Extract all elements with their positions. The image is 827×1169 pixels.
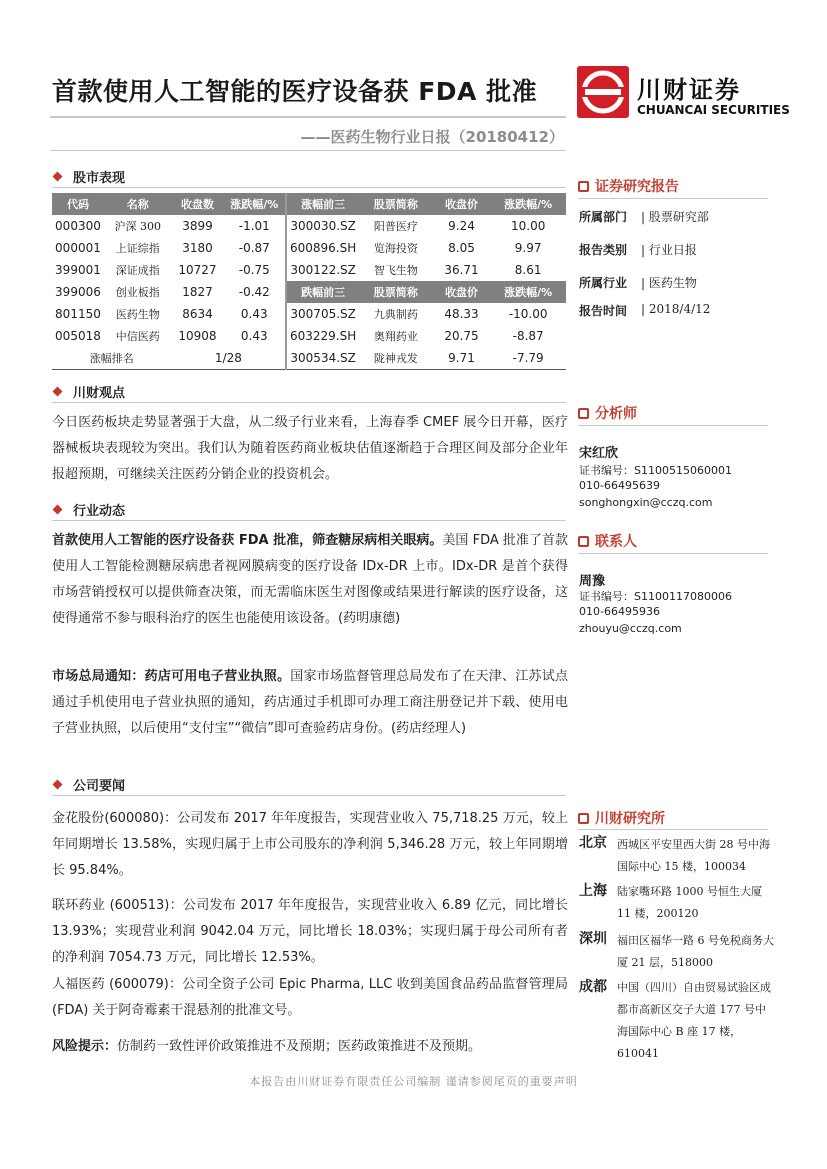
market-performance-table <box>52 193 566 370</box>
table-header-row <box>52 193 566 215</box>
col-header-price: 收盘价 <box>433 193 491 215</box>
risk-warning: 风险提示：仿制药一致性评价政策推进不及预期；医药政策推进不及预期。 <box>52 1039 482 1054</box>
col-header-stock-name: 股票简称 <box>359 281 433 303</box>
col-header-code: 代码 <box>52 193 104 215</box>
page-footer: 本报告由川财证券有限责任公司编制 谨请参阅尾页的重要声明 <box>249 1075 578 1088</box>
company-news-2: 联环药业 (600513)：公司发布 2017 年年度报告，实现营业收入 6.89 亿元，同比增长 13.93%；实现营业利润 9042.04 万元，同比增长 18.03%；实现归属于母公司所有者的净利润 7054.73 万元，同比增长 12.53%。 <box>52 898 568 965</box>
analyst-heading: 分析师 <box>578 403 637 423</box>
info-value: | 股票研究部 <box>641 210 709 224</box>
section-divider <box>52 402 566 403</box>
section-view-heading: 川财观点 <box>54 382 125 401</box>
analyst-name: 宋红欣 <box>579 446 619 461</box>
analyst-phone: 010-66495639 <box>579 479 660 492</box>
analyst-cert: 证书编号：S1100515060001 <box>579 464 732 477</box>
info-label: 所属行业 <box>579 276 628 290</box>
company-name-cn: 川财证券 <box>637 76 741 104</box>
office-address: 陆家嘴环路 1000 号恒生大厦 11 楼，200120 <box>617 885 762 920</box>
sidebar-divider <box>578 425 768 426</box>
square-bullet-icon <box>578 408 589 419</box>
industry-news-2: 市场总局通知：药店可用电子营业执照。国家市场监督管理总局发布了在天津、江苏试点通过手机使用电子营业执照的通知，药店通过手机即可办理工商注册登记并下载、使用电子营业执照，以后使用“支付宝”“微信”即可查验药店身份。(药店经理人) <box>52 669 568 736</box>
square-bullet-icon <box>578 181 589 192</box>
office-city: 成都 <box>579 979 607 995</box>
industry-news-1: 首款使用人工智能的医疗设备获 FDA 批准，筛查糖尿病相关眼病。美国 FDA 批准了首款使用人工智能检测糖尿病患者视网膜病变的医疗设备 IDx-DR 上市。IDx-DR 是首个获得市场营销授权可以提供筛查决策，而无需临床医生对图像或结果进行解读的医疗设备，这使得通常不参与眼科治疗的医生也能使用该设备。(药明康德) <box>52 533 568 626</box>
col-header-close: 收盘数 <box>172 193 224 215</box>
section-industry-heading: 行业动态 <box>54 500 125 519</box>
company-news-3: 人福医药 (600079)：公司全资子公司 Epic Pharma, LLC 收到美国食品药品监督管理局 (FDA) 关于阿奇霉素干混悬剂的批准文号。 <box>52 977 568 1018</box>
company-logo-icon <box>577 66 629 118</box>
info-value: | 医药生物 <box>641 276 697 290</box>
report-type-heading: 证券研究报告 <box>578 176 679 196</box>
col-header-change-pct: 涨跌幅/% <box>490 281 566 303</box>
diamond-bullet-icon <box>53 780 63 790</box>
col-header-top-gainers: 涨幅前三 <box>286 193 359 215</box>
info-label: 所属部门 <box>579 210 628 224</box>
contact-phone: 010-66495936 <box>579 605 660 618</box>
contact-cert: 证书编号：S1100117080006 <box>579 590 732 603</box>
table-row: 399006 创业板指 1827 -0.42 跌幅前三 股票简称 收盘价 涨跌幅/% <box>52 281 566 303</box>
section-divider <box>52 187 566 188</box>
section-divider <box>52 520 566 521</box>
rank-label: 涨幅排名 <box>52 347 172 370</box>
square-bullet-icon <box>578 536 589 547</box>
sidebar-divider <box>578 198 768 199</box>
info-value: | 2018/4/12 <box>641 302 711 316</box>
office-city: 上海 <box>579 883 607 899</box>
subtitle-divider <box>50 150 566 151</box>
info-label: 报告类别 <box>579 243 628 257</box>
col-header-top-losers: 跌幅前三 <box>286 281 359 303</box>
sidebar-divider <box>578 829 768 830</box>
office-address: 中国（四川）自由贸易试验区成都市高新区交子大道 177 号中海国际中心 B 座 17 楼，610041 <box>617 981 771 1060</box>
office-address: 福田区福华一路 6 号免税商务大厦 21 层，518000 <box>617 934 774 969</box>
table-row: 399001 深证成指 10727 -0.75 300122.SZ 智飞生物 36.71 8.61 <box>52 259 566 281</box>
contact-heading: 联系人 <box>578 531 637 551</box>
square-bullet-icon <box>578 813 589 824</box>
col-header-stock-name: 股票简称 <box>359 193 433 215</box>
title-divider <box>50 116 566 118</box>
col-header-price: 收盘价 <box>433 281 491 303</box>
rank-value: 1/28 <box>172 347 287 370</box>
table-row: 000300 沪深 300 3899 -1.01 300030.SZ 阳普医疗 9.24 10.00 <box>52 215 566 237</box>
section-company-heading: 公司要闻 <box>54 775 125 794</box>
report-subtitle: ——医药生物行业日报（20180412） <box>300 128 564 146</box>
diamond-bullet-icon <box>53 172 63 182</box>
company-name-en: CHUANCAI SECURITIES <box>637 103 790 117</box>
office-city: 北京 <box>579 835 607 851</box>
diamond-bullet-icon <box>53 505 63 515</box>
table-row: 000001 上证综指 3180 -0.87 600896.SH 览海投资 8.05 9.97 <box>52 237 566 259</box>
institute-heading: 川财研究所 <box>578 808 665 828</box>
table-row: 005018 中信医药 10908 0.43 603229.SH 奥翔药业 20.75 -8.87 <box>52 325 566 347</box>
report-title: 首款使用人工智能的医疗设备获 FDA 批准 <box>52 77 538 106</box>
section-market-heading: 股市表现 <box>54 167 125 186</box>
diamond-bullet-icon <box>53 387 63 397</box>
info-label: 报告时间 <box>579 304 628 318</box>
col-header-name: 名称 <box>104 193 172 215</box>
view-paragraph: 今日医药板块走势显著强于大盘，从二级子行业来看，上海春季 CMEF 展今日开幕，医疗器械板块表现较为突出。我们认为随着医药商业板块估值逐渐趋于合理区间及部分企业年报超预期，可继续关注医药分销企业的投资机会。 <box>52 415 568 482</box>
sidebar-divider <box>578 553 768 554</box>
table-row: 801150 医药生物 8634 0.43 300705.SZ 九典制药 48.33 -10.00 <box>52 303 566 325</box>
office-city: 深圳 <box>579 931 607 947</box>
section-divider <box>52 795 566 796</box>
office-address: 西城区平安里西大街 28 号中海国际中心 15 楼，100034 <box>617 838 770 873</box>
info-value: | 行业日报 <box>641 243 697 257</box>
company-news-1: 金花股份(600080)：公司发布 2017 年年度报告，实现营业收入 75,718.25 万元，较上年同期增长 13.58%，实现归属于上市公司股东的净利润 5,346.28 万元，较上年同期增长 95.84%。 <box>52 811 568 878</box>
contact-email: zhouyu@cczq.com <box>579 622 682 635</box>
table-row: 涨幅排名 1/28 300534.SZ 陇神戎发 9.71 -7.79 <box>52 347 566 370</box>
col-header-change-pct: 涨跌幅/% <box>490 193 566 215</box>
col-header-change: 涨跌幅/% <box>223 193 286 215</box>
contact-name: 周豫 <box>579 574 606 589</box>
analyst-email: songhongxin@cczq.com <box>579 496 713 509</box>
